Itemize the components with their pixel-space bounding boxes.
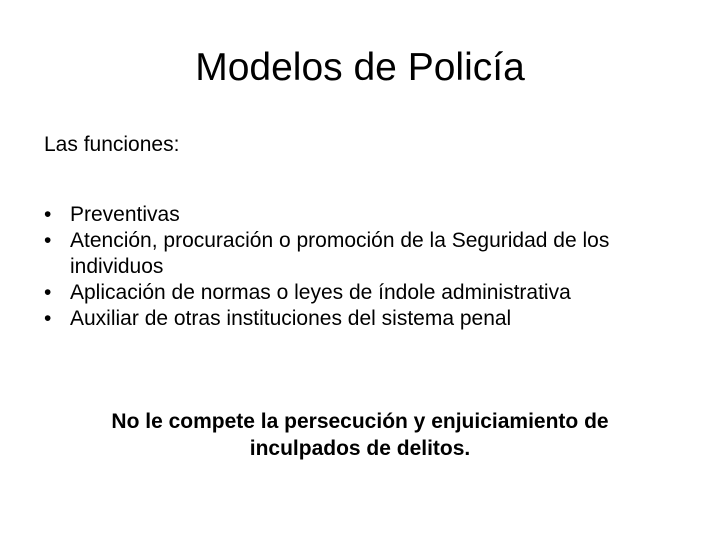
bullet-icon: • [44, 307, 52, 330]
list-item [44, 306, 684, 332]
slide-title: Modelos de Policía [195, 46, 525, 89]
bullet-icon: • [44, 203, 52, 226]
list-item-text: Auxiliar de otras instituciones del sistema penal [70, 307, 512, 330]
intro-text: Las funciones: [44, 133, 180, 156]
bullet-list [44, 202, 684, 332]
list-item [44, 228, 684, 280]
list-item-text: Aplicación de normas o leyes de índole administrativa [70, 281, 571, 304]
list-item-text: Atención, procuración o promoción de la Seguridad de los individuos [70, 229, 610, 278]
list-item-text: Preventivas [70, 203, 180, 226]
list-item [44, 202, 684, 228]
closing-note: No le compete la persecución y enjuiciamiento de inculpados de delitos. [111, 410, 609, 460]
list-item [44, 280, 684, 306]
bullet-icon: • [44, 229, 52, 252]
bullet-icon: • [44, 281, 52, 304]
